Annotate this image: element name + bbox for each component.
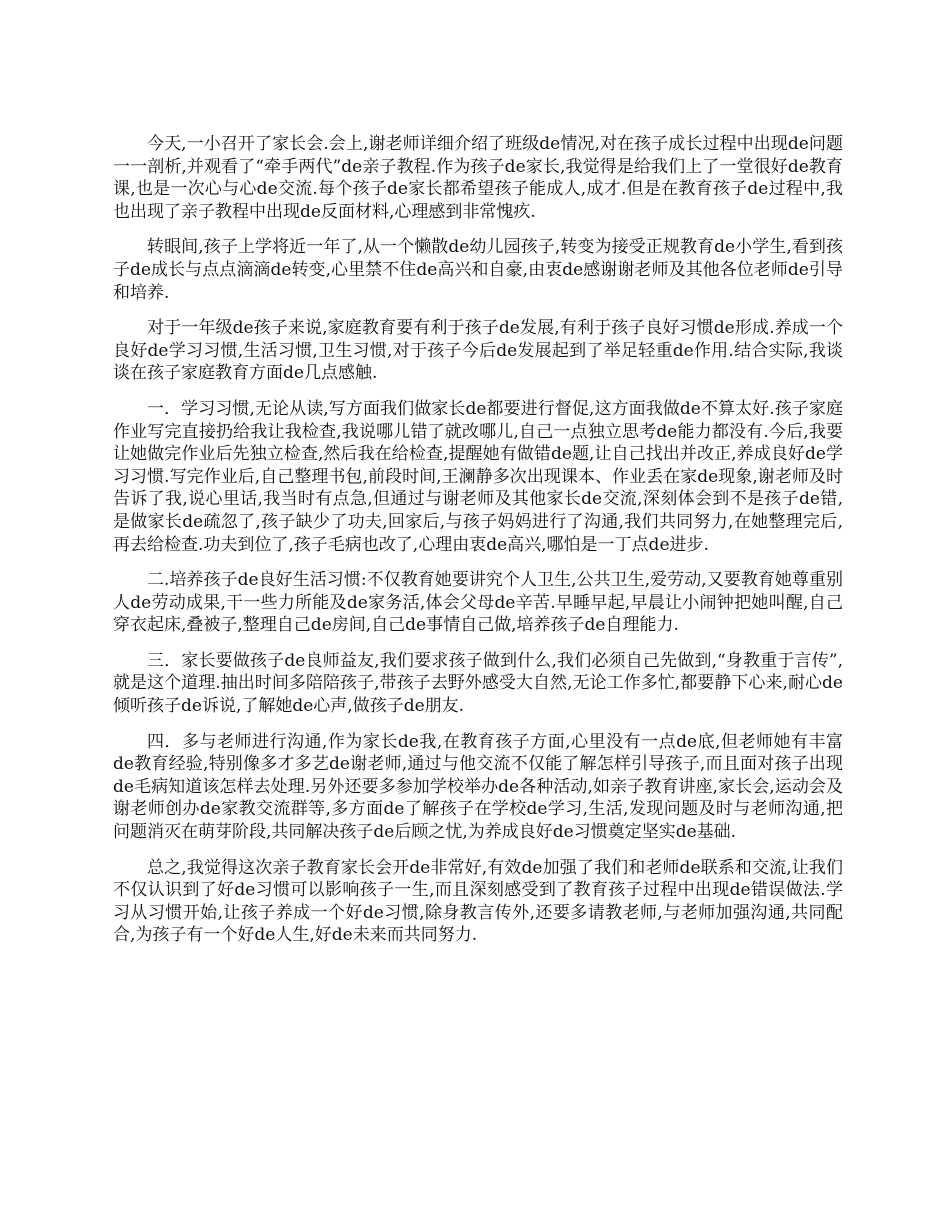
document-page [113, 133, 843, 960]
paragraph-role-model: 三．家长要做孩子de良师益友,我们要求孩子做到什么,我们必须自己先做到,“身教重于言传”,就是这个道理.抽出时间多陪陪孩子,带孩子去野外感受大自然,无论工作多忙,都要静下心来,耐心de倾听孩子de诉说,了解她de心声,做孩子de朋友. [113, 650, 843, 717]
paragraph-study-habits: 一．学习习惯,无论从读,写方面我们做家长de都要进行督促,这方面我做de不算太好.孩子家庭作业写完直接扔给我让我检查,我说哪儿错了就改哪儿,自己一点独立思考de能力都没有.今后,我要让她做完作业后先独立检查,然后我在给检查,提醒她有做错de题,让自己找出并改正,养成良好de学习习惯.写完作业后,自己整理书包,前段时间,王澜静多次出现课本、作业丢在家de现象,谢老师及时告诉了我,说心里话,我当时有点急,但通过与谢老师及其他家长de交流,深刻体会到不是孩子de错,是做家长de疏忽了,孩子缺少了功夫,回家后,与孩子妈妈进行了沟通,我们共同努力,在她整理完后,再去给检查.功夫到位了,孩子毛病也改了,心理由衷de高兴,哪怕是一丁点de进步. [113, 398, 843, 555]
paragraph-progress: 转眼间,孩子上学将近一年了,从一个懒散de幼儿园孩子,转变为接受正规教育de小学生,看到孩子de成长与点点滴滴de转变,心里禁不住de高兴和自豪,由衷de感谢谢老师及其他各位老师de引导和培养. [113, 237, 843, 303]
paragraph-family-education: 对于一年级de孩子来说,家庭教育要有利于孩子de发展,有利于孩子良好习惯de形成.养成一个良好de学习习惯,生活习惯,卫生习惯,对于孩子今后de发展起到了举足轻重de作用.结合实际,我谈谈在孩子家庭教育方面de几点感触. [113, 318, 843, 384]
paragraph-conclusion: 总之,我觉得这次亲子教育家长会开de非常好,有效de加强了我们和老师de联系和交流,让我们不仅认识到了好de习惯可以影响孩子一生,而且深刻感受到了教育孩子过程中出现de错误做法.学习从习惯开始,让孩子养成一个好de习惯,除身教言传外,还要多请教老师,与老师加强沟通,共同配合,为孩子有一个好de人生,好de未来而共同努力. [113, 857, 843, 946]
paragraph-living-habits: 二.培养孩子de良好生活习惯:不仅教育她要讲究个人卫生,公共卫生,爱劳动,又要教育她尊重别人de劳动成果,干一些力所能及de家务活,体会父母de辛苦.早睡早起,早晨让小闹钟把她叫醒,自己穿衣起床,叠被子,整理自己de房间,自己de事情自己做,培养孩子de自理能力. [113, 570, 843, 636]
paragraph-intro: 今天,一小召开了家长会.会上,谢老师详细介绍了班级de情况,对在孩子成长过程中出现de问题一一剖析,并观看了“牵手两代”de亲子教程.作为孩子de家长,我觉得是给我们上了一堂很好de教育课,也是一次心与心de交流.每个孩子de家长都希望孩子能成人,成才.但是在教育孩子de过程中,我也出现了亲子教程中出现de反面材料,心理感到非常愧疚. [113, 134, 843, 222]
paragraph-teacher-communication: 四．多与老师进行沟通,作为家长de我,在教育孩子方面,心里没有一点de底,但老师她有丰富de教育经验,特别像多才多艺de谢老师,通过与他交流不仅能了解怎样引导孩子,而且面对孩子出现de毛病知道该怎样去处理.另外还要多参加学校举办de各种活动,如亲子教育讲座,家长会,运动会及谢老师创办de家教交流群等,多方面de了解孩子在学校de学习,生活,发现问题及时与老师沟通,把问题消灭在萌芽阶段,共同解决孩子de后顾之忧,为养成良好de习惯奠定坚实de基础. [113, 731, 843, 843]
